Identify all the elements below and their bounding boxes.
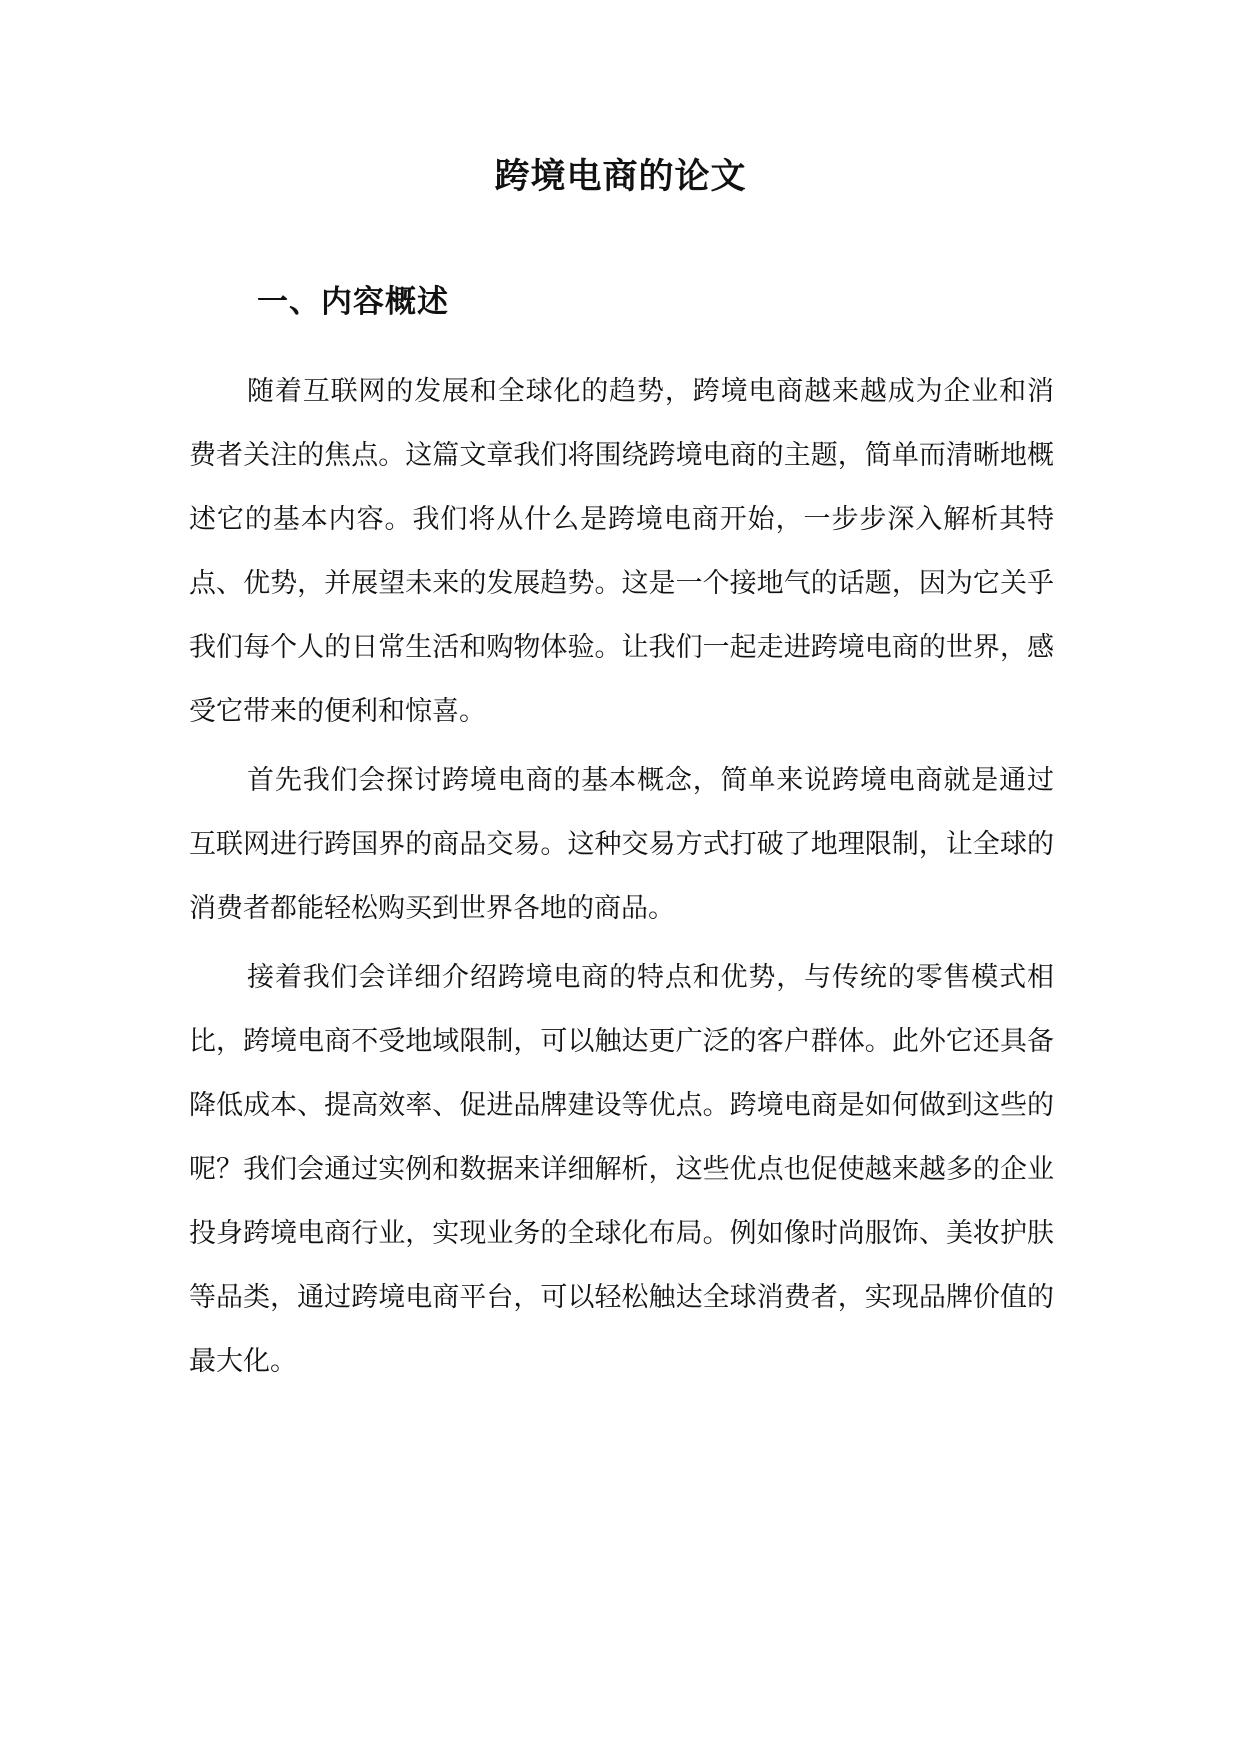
section-heading: 一、内容概述 (257, 284, 449, 320)
section-body (189, 360, 1054, 1394)
paragraph-advantages: 接着我们会详细介绍跨境电商的特点和优势，与传统的零售模式相比，跨境电商不受地域限制，可以触达更广泛的客户群体。此外它还具备降低成本、提高效率、促进品牌建设等优点。跨境电商是如何做到这些的呢？我们会通过实例和数据来详细解析，这些优点也促使越来越多的企业投身跨境电商行业，实现业务的全球化布局。例如像时尚服饰、美妆护肤等品类，通过跨境电商平台，可以轻松触达全球消费者，实现品牌价值的最大化。 (189, 962, 1054, 1377)
document-title: 跨境电商的论文 (494, 156, 747, 197)
paragraph-intro: 随着互联网的发展和全球化的趋势，跨境电商越来越成为企业和消费者关注的焦点。这篇文章我们将围绕跨境电商的主题，简单而清晰地概述它的基本内容。我们将从什么是跨境电商开始，一步步深入解析其特点、优势，并展望未来的发展趋势。这是一个接地气的话题，因为它关乎我们每个人的日常生活和购物体验。让我们一起走进跨境电商的世界，感受它带来的便利和惊喜。 (189, 376, 1054, 727)
paragraph-concept: 首先我们会探讨跨境电商的基本概念，简单来说跨境电商就是通过互联网进行跨国界的商品交易。这种交易方式打破了地理限制，让全球的消费者都能轻松购买到世界各地的商品。 (189, 765, 1054, 924)
